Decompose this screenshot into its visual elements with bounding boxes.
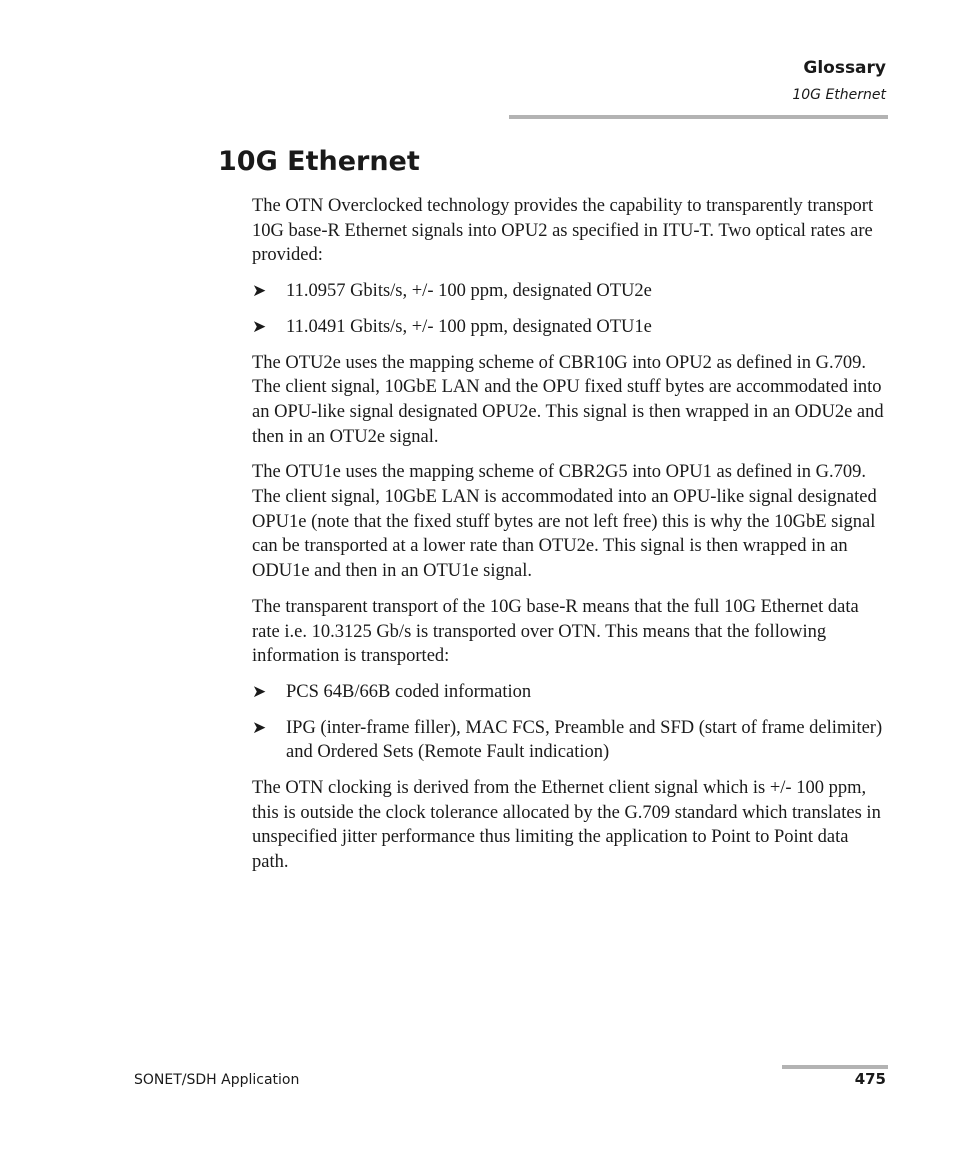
- list-item-text: IPG (inter-frame filler), MAC FCS, Preamble and SFD (start of frame delimiter) and Ordered Sets (Remote Fault indication): [286, 717, 883, 763]
- chapter-title: Glossary: [803, 58, 886, 78]
- header-divider: [509, 115, 888, 119]
- arrow-bullet-icon: ➤: [252, 717, 267, 738]
- body-content: [252, 194, 888, 886]
- clocking-paragraph: The OTN clocking is derived from the Ethernet client signal which is +/- 100 ppm, this is outside the clock tolerance allocated by the G.709 standard which translates in unspecified jitter performance thus limiting the application to Point to Point data path.: [252, 778, 881, 873]
- list-item-text: PCS 64B/66B coded information: [286, 681, 532, 702]
- page-number: 475: [854, 1070, 886, 1088]
- arrow-bullet-icon: ➤: [252, 316, 267, 337]
- otu1e-paragraph: The OTU1e uses the mapping scheme of CBR2G5 into OPU1 as defined in G.709. The client signal, 10GbE LAN is accommodated into an OPU-like signal designated OPU1e (note that the fixed stuff bytes are not left free) this is why the 10GbE signal can be transported at a lower rate than OTU2e. This signal is then wrapped in an ODU1e and then in an OTU1e signal.: [252, 462, 877, 582]
- list-item: [252, 279, 888, 304]
- intro-paragraph: The OTN Overclocked technology provides the capability to transparently transport 10G base-R Ethernet signals into OPU2 as specified in ITU-T. Two optical rates are provided:: [252, 196, 874, 266]
- document-name: SONET/SDH Application: [134, 1072, 300, 1088]
- page-title: 10G Ethernet: [218, 146, 420, 177]
- section-subtitle: 10G Ethernet: [792, 87, 886, 103]
- list-item: [252, 716, 888, 765]
- otu2e-paragraph: The OTU2e uses the mapping scheme of CBR10G into OPU2 as defined in G.709. The client signal, 10GbE LAN and the OPU fixed stuff bytes are accommodated into an OPU-like signal designated OPU2e. This signal is then wrapped in an ODU2e and then in an OTU2e signal.: [252, 352, 884, 447]
- list-item-text: 11.0957 Gbits/s, +/- 100 ppm, designated OTU2e: [286, 281, 652, 302]
- list-item: [252, 680, 888, 705]
- list-item-text: 11.0491 Gbits/s, +/- 100 ppm, designated OTU1e: [286, 316, 652, 337]
- arrow-bullet-icon: ➤: [252, 681, 267, 702]
- list-item: [252, 315, 888, 340]
- running-header: [792, 57, 886, 105]
- transparent-transport-paragraph: The transparent transport of the 10G base-R means that the full 10G Ethernet data rate i.e. 10.3125 Gb/s is transported over OTN. This means that the following information is transported:: [252, 596, 859, 667]
- arrow-bullet-icon: ➤: [252, 281, 267, 302]
